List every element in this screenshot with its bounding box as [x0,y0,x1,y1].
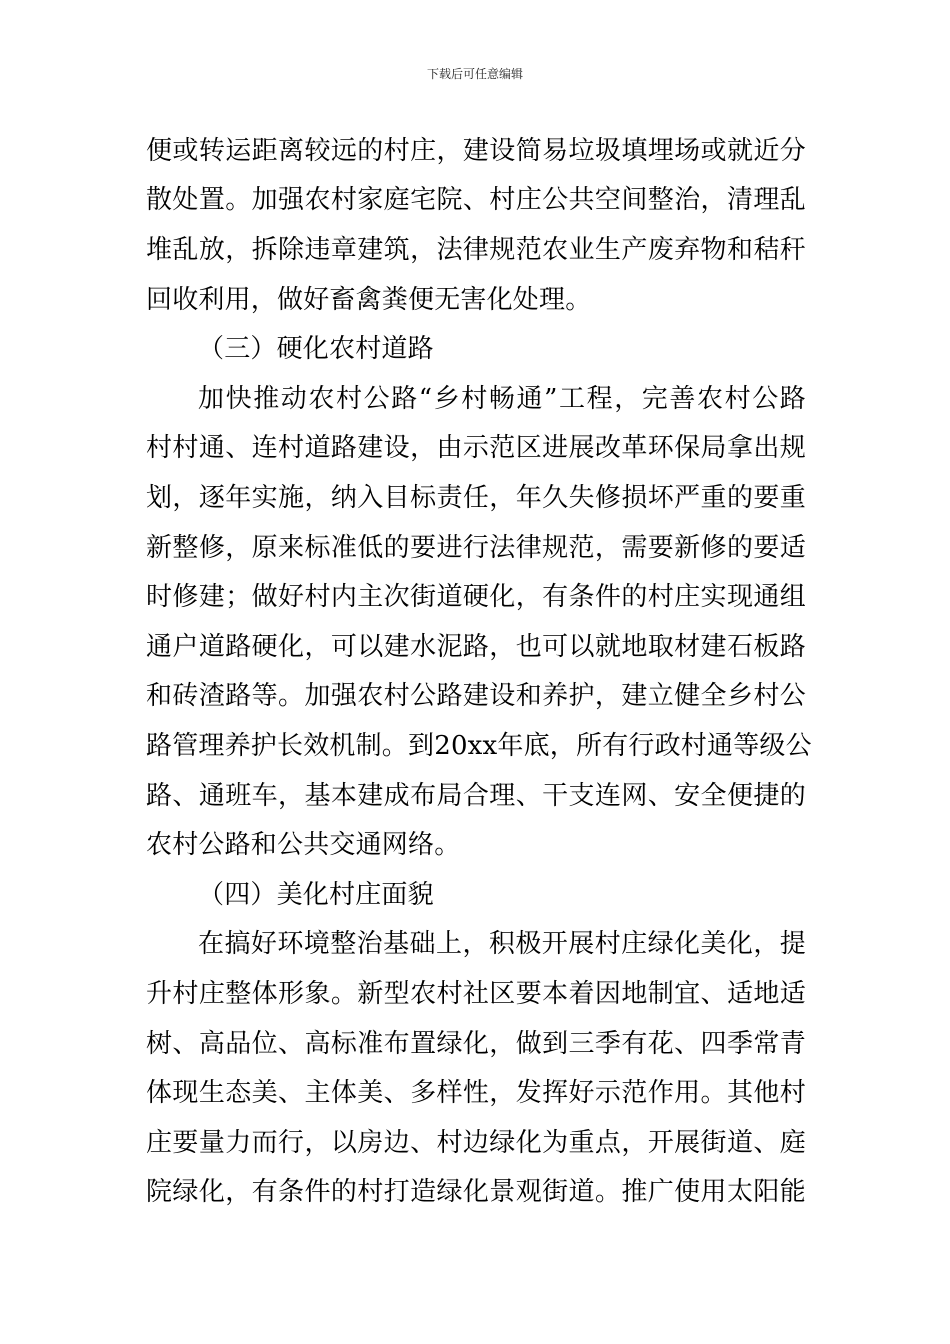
paragraph-first-line: 在搞好环境整治基础上，积极开展村庄绿化美化，提 [198,929,806,959]
body-line: 堆乱放，拆除违章建筑，法律规范农业生产废弃物和秸秆 [146,235,806,265]
body-line: 树、高品位、高标准布置绿化，做到三季有花、四季常青 [146,1029,806,1059]
body-line: 回收利用，做好畜禽粪便无害化处理。 [146,285,592,315]
body-line: 升村庄整体形象。新型农村社区要本着因地制宜、适地适 [146,979,806,1009]
section-heading-3: （三）硬化农村道路 [198,334,434,364]
body-line: 村村通、连村道路建设，由示范区进展改革环保局拿出规 [146,433,806,463]
body-line: 散处置。加强农村家庭宅院、村庄公共空间整治，清理乱 [146,185,806,215]
body-line: 路、通班车，基本建成布局合理、干支连网、安全便捷的 [146,781,806,811]
page-header-note: 下载后可任意编辑 [426,67,523,81]
paragraph-first-line: 加快推动农村公路“乡村畅通”工程，完善农村公路 [198,384,806,414]
body-line: 农村公路和公共交通网络。 [146,830,461,860]
body-line: 体现生态美、主体美、多样性，发挥好示范作用。其他村 [146,1078,806,1108]
body-line: 便或转运距离较远的村庄，建设简易垃圾填埋场或就近分 [146,136,806,166]
body-line: 时修建；做好村内主次街道硬化，有条件的村庄实现通组 [146,582,806,612]
body-line: 庄要量力而行，以房边、村边绿化为重点，开展街道、庭 [146,1128,806,1158]
body-line: 划，逐年实施，纳入目标责任，年久失修损坏严重的要重 [146,483,806,513]
body-line: 通户道路硬化，可以建水泥路，也可以就地取材建石板路 [146,632,806,662]
body-line: 和砖渣路等。加强农村公路建设和养护，建立健全乡村公 [146,681,806,711]
section-heading-4: （四）美化村庄面貌 [198,880,434,910]
body-line: 新整修，原来标准低的要进行法律规范，需要新修的要适 [146,533,806,563]
body-line: 路管理养护长效机制。到20xx年底，所有行政村通等级公 [146,731,812,761]
body-line: 院绿化，有条件的村打造绿化景观街道。推广使用太阳能 [146,1177,806,1207]
